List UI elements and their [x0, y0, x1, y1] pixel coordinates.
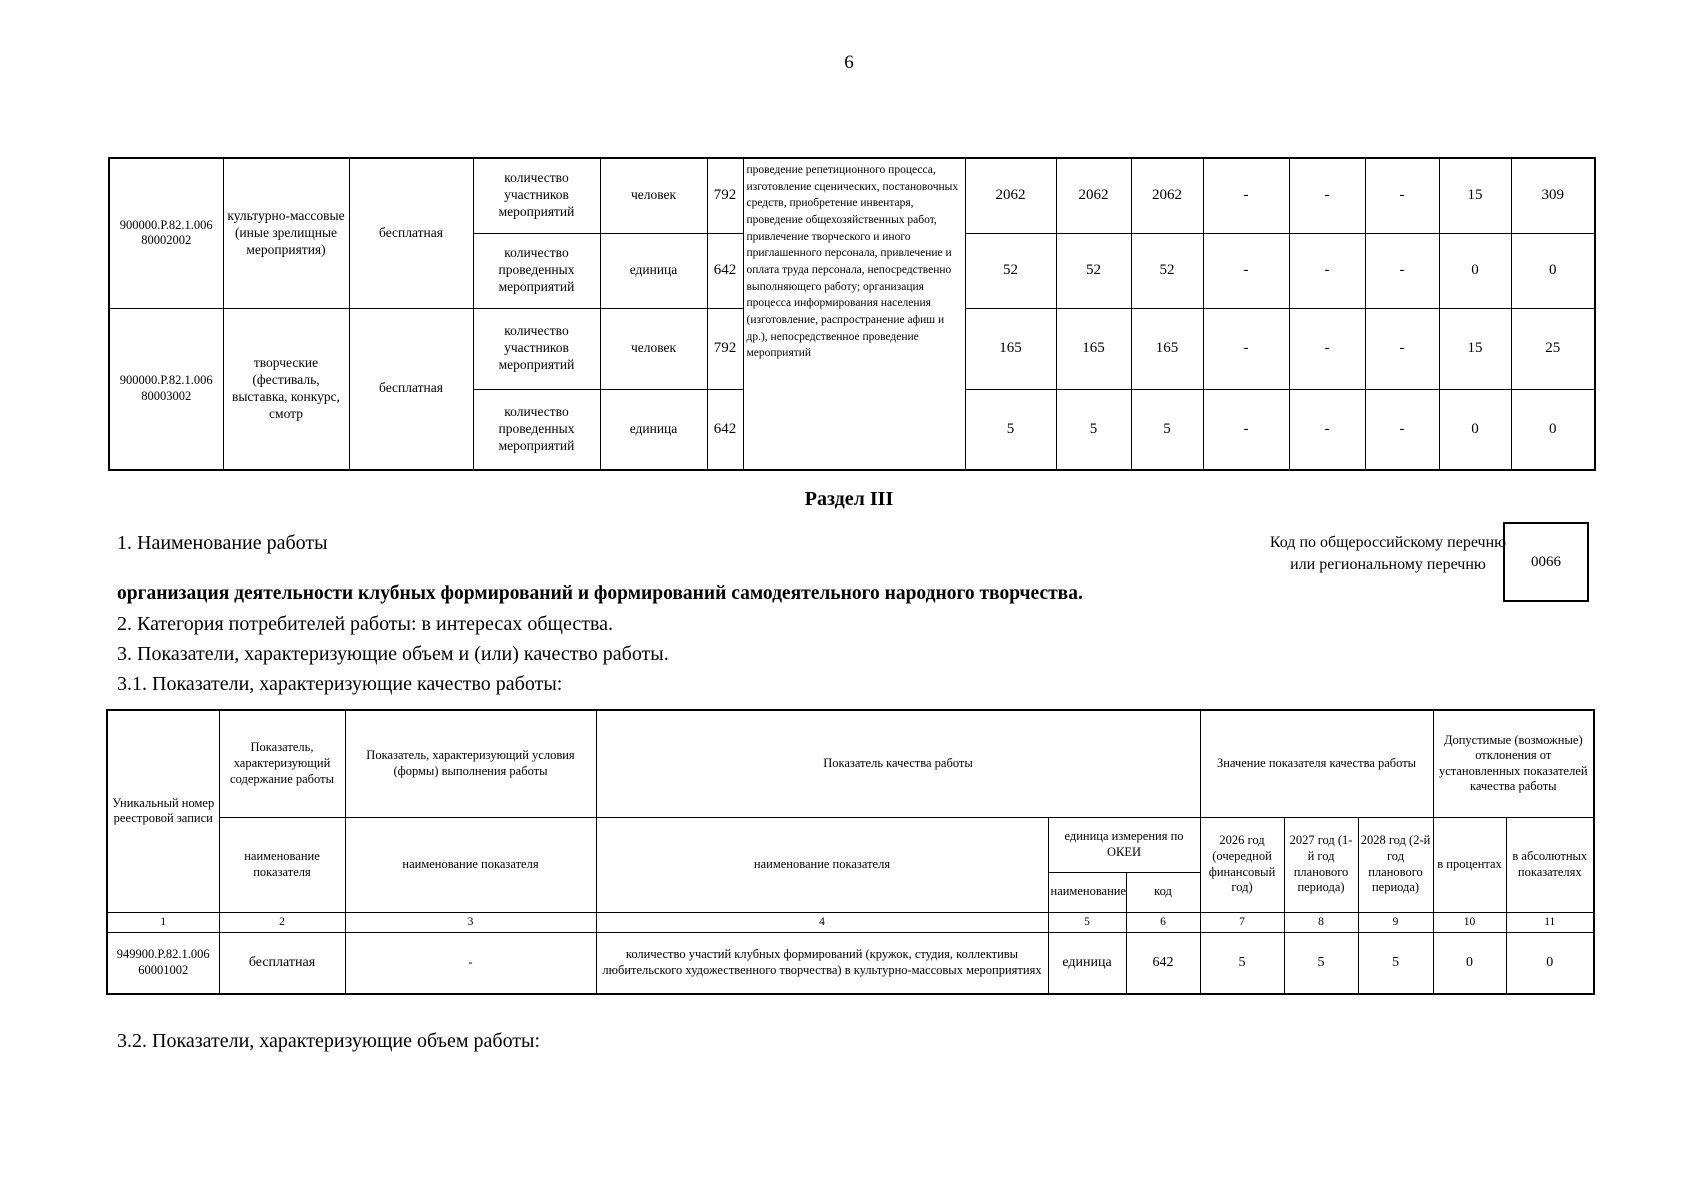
price-cell: -	[1365, 389, 1439, 470]
header-indicator-name: наименование показателя	[219, 817, 345, 912]
table-row	[109, 158, 1595, 233]
column-number: 2	[219, 912, 345, 932]
deviation-percent: 0	[1439, 233, 1511, 308]
deviation-absolute: 0	[1506, 932, 1594, 994]
header-quality-indicator: Показатель качества работы	[596, 710, 1200, 817]
header-year-2026: 2026 год (очередной финансовый год)	[1200, 817, 1284, 912]
registry-code: 949900.Р.82.1.006 60001002	[107, 932, 219, 994]
header-unit-code: код	[1126, 872, 1200, 912]
value-cell: 52	[1056, 233, 1131, 308]
okei-code: 642	[707, 233, 743, 308]
work-name-label: 1. Наименование работы	[117, 532, 328, 554]
section-title: Раздел III	[804, 488, 894, 510]
okei-code: 642	[1126, 932, 1200, 994]
deviation-absolute: 0	[1511, 233, 1595, 308]
unit-name: человек	[600, 308, 707, 389]
registry-code: 900000.Р.82.1.006 80002002	[109, 158, 223, 308]
unit-name: единица	[1048, 932, 1126, 994]
okei-code: 792	[707, 308, 743, 389]
value-cell: 52	[965, 233, 1056, 308]
indicator-name: количество проведенных мероприятий	[473, 389, 600, 470]
value-cell: 2062	[1056, 158, 1131, 233]
price-cell: -	[1365, 308, 1439, 389]
deviation-absolute: 309	[1511, 158, 1595, 233]
price-cell: -	[1203, 158, 1289, 233]
content-indicator: бесплатная	[219, 932, 345, 994]
column-number: 1	[107, 912, 219, 932]
value-cell: 5	[1056, 389, 1131, 470]
indicator-name: количество участий клубных формирований (кружок, студия, коллективы любительского художественного творчества) в культурно-массовых мероприятиях	[596, 932, 1048, 994]
work-name: организация деятельности клубных формирований и формирований самодеятельного народного творчества.	[117, 583, 1083, 604]
okei-code: 792	[707, 158, 743, 233]
page-number: 6	[844, 52, 854, 73]
value-2027: 5	[1284, 932, 1358, 994]
volume-indicators-heading: 3.2. Показатели, характеризующие объем работы:	[117, 1030, 541, 1052]
column-number: 3	[345, 912, 596, 932]
header-unique-number: Уникальный номер реестровой записи	[107, 710, 219, 912]
header-deviations: Допустимые (возможные) отклонения от установленных показателей качества работы	[1433, 710, 1594, 817]
deviation-percent: 15	[1439, 308, 1511, 389]
header-in-percent: в процентах	[1433, 817, 1506, 912]
content-indicator: творческие (фестиваль, выставка, конкурс, смотр	[223, 308, 349, 470]
price-cell: -	[1289, 308, 1365, 389]
column-numbers-row	[107, 912, 1594, 932]
column-number: 4	[596, 912, 1048, 932]
value-cell: 5	[965, 389, 1056, 470]
deviation-percent: 15	[1439, 158, 1511, 233]
condition-indicator: бесплатная	[349, 308, 473, 470]
table-row	[107, 932, 1594, 994]
header-condition-indicator: Показатель, характеризующий условия (формы) выполнения работы	[345, 710, 596, 817]
price-cell: -	[1203, 389, 1289, 470]
value-cell: 165	[1056, 308, 1131, 389]
column-number: 6	[1126, 912, 1200, 932]
column-number: 9	[1358, 912, 1433, 932]
unit-name: человек	[600, 158, 707, 233]
value-cell: 165	[965, 308, 1056, 389]
condition-indicator: бесплатная	[349, 158, 473, 308]
deviation-percent: 0	[1433, 932, 1506, 994]
unit-name: единица	[600, 233, 707, 308]
header-unit-okei: единица измерения по ОКЕИ	[1048, 817, 1200, 872]
value-cell: 2062	[1131, 158, 1203, 233]
volume-indicators-table	[108, 157, 1596, 471]
price-cell: -	[1365, 158, 1439, 233]
condition-indicator: -	[345, 932, 596, 994]
okei-code: 642	[707, 389, 743, 470]
quality-indicators-heading: 3.1. Показатели, характеризующие качество работы:	[117, 673, 563, 695]
registry-code: 900000.Р.82.1.006 80003002	[109, 308, 223, 470]
header-year-2027: 2027 год (1-й год планового периода)	[1284, 817, 1358, 912]
registry-code-label: Код по общероссийскому перечню или региональному перечню	[1269, 534, 1507, 574]
quality-indicators-table	[106, 709, 1595, 995]
header-row	[107, 710, 1594, 817]
value-cell: 165	[1131, 308, 1203, 389]
value-2028: 5	[1358, 932, 1433, 994]
value-2026: 5	[1200, 932, 1284, 994]
value-cell: 2062	[965, 158, 1056, 233]
header-quality-value: Значение показателя качества работы	[1200, 710, 1433, 817]
header-content-indicator: Показатель, характеризующий содержание работы	[219, 710, 345, 817]
price-cell: -	[1203, 308, 1289, 389]
price-cell: -	[1289, 158, 1365, 233]
header-indicator-name: наименование показателя	[596, 817, 1048, 912]
content-indicator: культурно-массовые (иные зрелищные мероприятия)	[223, 158, 349, 308]
indicator-name: количество участников мероприятий	[473, 158, 600, 233]
deviation-absolute: 25	[1511, 308, 1595, 389]
registry-code-box: 0066	[1503, 522, 1589, 602]
price-cell: -	[1365, 233, 1439, 308]
price-cell: -	[1289, 389, 1365, 470]
column-number: 5	[1048, 912, 1126, 932]
indicator-name: количество участников мероприятий	[473, 308, 600, 389]
column-number: 7	[1200, 912, 1284, 932]
header-row	[107, 817, 1594, 872]
price-cell: -	[1203, 233, 1289, 308]
header-unit-name: наименование	[1048, 872, 1126, 912]
column-number: 8	[1284, 912, 1358, 932]
consumer-category: 2. Категория потребителей работы: в интересах общества.	[117, 613, 614, 635]
deviation-absolute: 0	[1511, 389, 1595, 470]
header-year-2028: 2028 год (2-й год планового периода)	[1358, 817, 1433, 912]
value-cell: 5	[1131, 389, 1203, 470]
value-cell: 52	[1131, 233, 1203, 308]
indicators-heading: 3. Показатели, характеризующие объем и (или) качество работы.	[117, 643, 669, 665]
header-in-absolute: в абсолютных показателях	[1506, 817, 1594, 912]
work-description: проведение репетиционного процесса, изготовление сценических, постановочных средств, приобретение инвентаря, проведение общехозяйственных работ, привлечение творческого и иного приглашенного персонала, привлечение и оплата труда персонала, непосредственно выполняющего работу; организация процесса информирования населения (изготовление, распространение афиш и др.), непосредственное проведение мероприятий	[743, 158, 965, 470]
deviation-percent: 0	[1439, 389, 1511, 470]
column-number: 10	[1433, 912, 1506, 932]
unit-name: единица	[600, 389, 707, 470]
header-indicator-name: наименование показателя	[345, 817, 596, 912]
column-number: 11	[1506, 912, 1594, 932]
price-cell: -	[1289, 233, 1365, 308]
indicator-name: количество проведенных мероприятий	[473, 233, 600, 308]
